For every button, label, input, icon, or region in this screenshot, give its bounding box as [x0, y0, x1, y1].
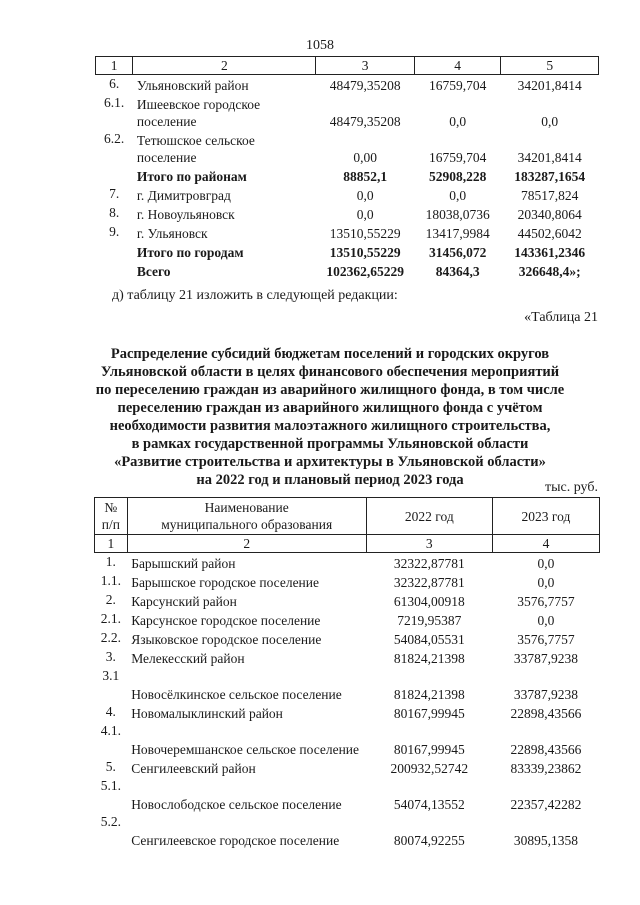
table-cell-c3: 48479,35208 [329, 113, 401, 129]
header-2023: 2023 год [492, 498, 599, 535]
table-cell-name: Новомалыклинский район [131, 706, 283, 721]
table-cell-c4: 31456,072 [428, 244, 487, 260]
units-label: тыс. руб. [545, 480, 598, 495]
table-cell-num: 3. [105, 649, 116, 664]
table-cell-y2023: 22898,43566 [510, 742, 582, 757]
table-row [96, 166, 599, 185]
table-cell-c5: 0,0 [541, 113, 559, 129]
table-cell-y2023: 0,0 [537, 613, 555, 628]
table-cell-c3: 13510,55229 [329, 225, 401, 241]
table-cell-c4: 0,0 [449, 113, 467, 129]
table-row [95, 591, 600, 610]
table-cell-y2023: 0,0 [537, 556, 555, 571]
table-cell-num: 9. [109, 223, 120, 239]
table-cell-num: 2. [105, 592, 116, 607]
table-cell-y2023: 83339,23862 [510, 761, 582, 776]
header-cell: 2 [133, 57, 316, 75]
table-row [95, 722, 600, 758]
table-cell-c4: 16759,704 [428, 77, 487, 93]
table-cell-y2022: 7219,95387 [397, 613, 462, 628]
table-cell-num: 2.2. [100, 630, 121, 645]
table-cell-name: Барышское городское поселение [131, 575, 320, 590]
subsidy-table-continued [95, 56, 599, 280]
table-cell-name: Карсунское городское поселение [131, 613, 321, 628]
table-cell-num: 5. [105, 759, 116, 774]
page-number: 1058 [306, 38, 334, 53]
table-cell-num [96, 261, 133, 280]
table-cell-y2023: 3576,7757 [517, 594, 575, 609]
table-cell-name: Итого по районам [136, 168, 247, 184]
table-row [96, 242, 599, 261]
header-name [127, 498, 366, 535]
table-cell-c4: 16759,704 [428, 149, 487, 165]
table-row [95, 813, 600, 849]
table-cell-c3: 0,0 [356, 187, 374, 203]
table-cell-name: Тетюшское сельское поселение [136, 132, 255, 165]
header-cell: 3 [316, 57, 415, 75]
table-row [95, 572, 600, 591]
table-row [96, 185, 599, 204]
table-cell-num: 7. [109, 185, 120, 201]
table-row [96, 204, 599, 223]
table-cell-c3: 102362,65229 [326, 263, 404, 279]
table-title [60, 345, 600, 489]
table-row [96, 75, 599, 94]
table-row [95, 553, 600, 573]
title-line: на 2022 год и плановый период 2023 года [196, 472, 464, 488]
table-cell-c5: 78517,824 [521, 187, 579, 203]
table-cell-c5: 34201,8414 [517, 149, 582, 165]
table-row [95, 777, 600, 813]
table-cell-c4: 0,0 [449, 187, 467, 203]
table-cell-y2022: 80167,99945 [393, 706, 465, 721]
table-cell-name: Новочеремшанское сельское поселение [131, 742, 360, 757]
table-cell-y2022: 54084,05531 [393, 632, 465, 647]
header-cell: 4 [414, 57, 500, 75]
table-cell-c5: 326648,4»; [518, 263, 581, 279]
title-line: переселению граждан из аварийного жилищного фонда с учётом [117, 400, 543, 416]
table-cell-c5: 143361,2346 [514, 244, 586, 260]
table-cell-c5: 44502,6042 [517, 225, 582, 241]
table-cell-num: 4.1. [100, 723, 121, 738]
table-cell-c5: 34201,8414 [517, 77, 582, 93]
title-line: по переселению граждан из аварийного жилищного фонда, в том числе [95, 382, 565, 398]
table-cell-name: Всего [136, 263, 171, 279]
table-row [96, 223, 599, 242]
table-header-numbers [95, 535, 600, 553]
table-header-row [95, 498, 600, 535]
table-cell-y2022: 200932,52742 [390, 761, 469, 776]
table-row [95, 758, 600, 777]
table-cell-y2022: 81824,21398 [393, 651, 465, 666]
table-row [95, 610, 600, 629]
table-reference: «Таблица 21 [524, 310, 598, 325]
table-cell-y2023: 30895,1358 [513, 833, 579, 848]
subsidy-table-21 [94, 497, 600, 849]
title-line: в рамках государственной программы Ульяновской области [131, 436, 529, 452]
table-cell-y2022: 80167,99945 [393, 742, 465, 757]
table-cell-name: г. Димитровград [136, 187, 231, 203]
table-cell-y2022: 32322,87781 [393, 575, 465, 590]
table-header-row [96, 57, 599, 75]
table-cell-name: Новослободское сельское поселение [131, 797, 342, 812]
table-cell-num: 4. [105, 704, 116, 719]
table-cell-y2023: 3576,7757 [517, 632, 575, 647]
table-cell-name: Карсунский район [131, 594, 237, 609]
table-cell-name: Мелекесский район [131, 651, 245, 666]
title-line: необходимости развития малоэтажного жилищного строительства, [109, 418, 551, 434]
header-cell: 1 [96, 57, 133, 75]
header-2022: 2022 год [366, 498, 492, 535]
table-cell-c3: 13510,55229 [329, 244, 401, 260]
table-row [95, 648, 600, 667]
header-cell: 2 [127, 535, 366, 553]
table-cell-c4: 13417,9984 [425, 225, 490, 241]
title-line: Ульяновской области в целях финансового обеспечения мероприятий [100, 364, 560, 380]
table-row [96, 261, 599, 280]
table-cell-num [96, 242, 133, 261]
table-cell-name: Сенгилеевский район [131, 761, 256, 776]
header-cell: 3 [366, 535, 492, 553]
table-cell-y2022: 81824,21398 [393, 687, 465, 702]
header-num [95, 498, 128, 535]
table-cell-c3: 0,0 [356, 206, 374, 222]
table-cell-y2022: 54074,13552 [393, 797, 465, 812]
header-name-a: Наименование [204, 500, 289, 515]
table-row [95, 703, 600, 722]
table-row [96, 94, 599, 130]
table-cell-name: Ишеевское городское поселение [136, 96, 261, 129]
table-cell-num: 1. [105, 554, 116, 569]
header-name-b: муниципального образования [161, 517, 333, 532]
table-cell-name: Новосёлкинское сельское поселение [131, 687, 342, 702]
table-cell-name: Итого по городам [136, 244, 244, 260]
header-num-b: п/п [101, 517, 120, 532]
table-cell-name: Ульяновский район [136, 77, 249, 93]
table-row [95, 667, 600, 703]
header-num-a: № [104, 500, 118, 515]
table-cell-num: 6.1. [104, 94, 125, 110]
table-cell-name: Сенгилеевское городское поселение [131, 833, 340, 848]
table-cell-num: 8. [109, 204, 120, 220]
amendment-paragraph: д) таблицу 21 изложить в следующей редакции: [112, 288, 398, 303]
table-cell-y2023: 33787,9238 [513, 687, 579, 702]
table-row [95, 629, 600, 648]
table-cell-num [96, 166, 133, 185]
table-cell-num: 2.1. [100, 611, 121, 626]
table-cell-y2023: 22357,42282 [510, 797, 582, 812]
table-cell-name: г. Ульяновск [136, 225, 208, 241]
header-cell: 1 [95, 535, 128, 553]
table-cell-name: Языковское городское поселение [131, 632, 322, 647]
table-cell-num: 5.2. [100, 814, 121, 829]
table-cell-c4: 52908,228 [428, 168, 487, 184]
table-cell-num: 5.1. [100, 778, 121, 793]
table-cell-num: 6.2. [104, 130, 125, 146]
title-line: Распределение субсидий бюджетам поселений и городских округов [110, 346, 550, 362]
table-cell-y2022: 32322,87781 [393, 556, 465, 571]
table-cell-c4: 18038,0736 [425, 206, 490, 222]
table-row [96, 130, 599, 166]
table-cell-y2022: 80074,92255 [393, 833, 465, 848]
table-cell-y2023: 33787,9238 [513, 651, 579, 666]
table-cell-y2023: 22898,43566 [510, 706, 582, 721]
header-cell: 5 [501, 57, 599, 75]
table-cell-c3: 48479,35208 [329, 77, 401, 93]
table-cell-name: Барышский район [131, 556, 236, 571]
table-cell-num: 1.1. [100, 573, 121, 588]
table-cell-name: г. Новоульяновск [136, 206, 235, 222]
table-cell-c4: 84364,3 [435, 263, 480, 279]
table-cell-c3: 0,00 [353, 149, 377, 165]
table-cell-num: 6. [109, 76, 120, 91]
table-cell-y2022: 61304,00918 [393, 594, 465, 609]
table-cell-num: 3.1 [102, 668, 120, 683]
table-cell-c3: 88852,1 [343, 168, 388, 184]
table-cell-c5: 183287,1654 [514, 168, 586, 184]
table-cell-y2023: 0,0 [537, 575, 555, 590]
title-line: «Развитие строительства и архитектуры в Ульяновской области» [114, 454, 546, 470]
header-cell: 4 [492, 535, 599, 553]
table-cell-c5: 20340,8064 [517, 206, 582, 222]
